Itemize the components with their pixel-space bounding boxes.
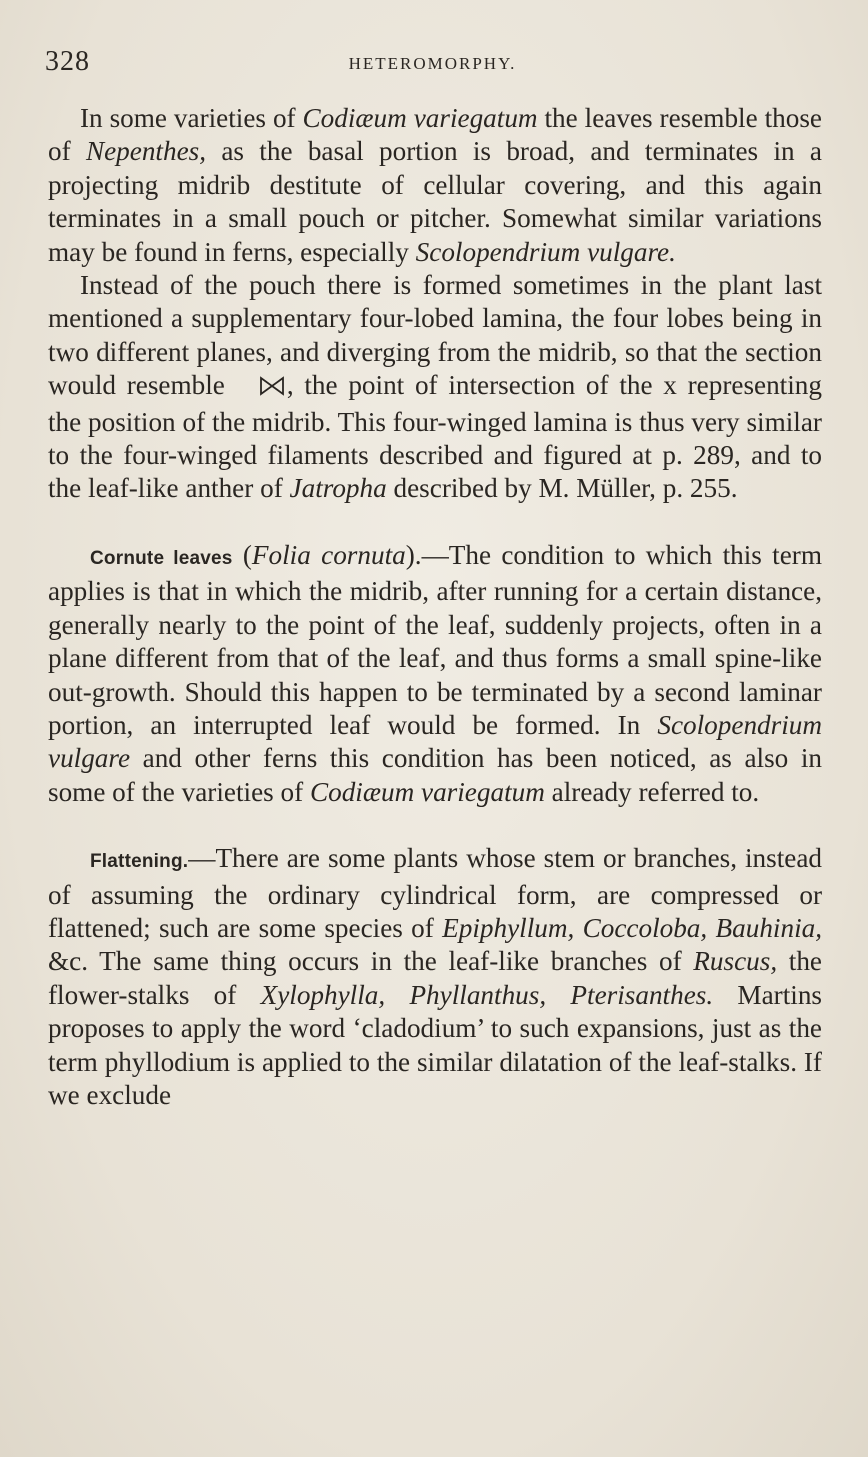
taxon-name: Jatropha — [289, 473, 387, 504]
taxon-name: Codiæum variegatum — [302, 103, 538, 133]
page-header — [45, 46, 820, 86]
section-heading: Cornute leaves — [90, 547, 233, 569]
latin-term: Folia cornuta — [251, 539, 406, 570]
taxon-name: Phyllanthus, — [409, 979, 547, 1010]
taxon-name: Ruscus, — [693, 946, 778, 977]
taxon-name: Xylophylla, — [260, 979, 386, 1010]
body-text — [48, 102, 822, 1112]
taxon-name: Epiphyllum, — [442, 912, 575, 943]
running-title: HETEROMORPHY. — [348, 54, 517, 73]
page-number: 328 — [45, 46, 90, 77]
section-flattening: Flattening.—There are some plants whose stem or branches, instead of assuming the ordinary cylindrical form, are compressed or flattened; such are some species of Epiphyllum, Coccoloba, Bauhinia, &c. The same thing occurs in the leaf-like branches of Ruscus, the flower-stalks of Xylophylla, Phyllanthus, Pterisanthes. Martins proposes to apply the word ‘cladodium’ to such expansions, just as the term phyllodium is applied to the similar dilatation of the leaf-stalks. If we exclude — [48, 843, 823, 1110]
taxon-name: Codiæum variegatum — [309, 776, 545, 807]
taxon-name: Bauhinia, — [715, 912, 823, 943]
section-cornute-leaves: Cornute leaves (Folia cornuta).—The condition to which this term applies is that in which the midrib, after running for a certain distance, generally nearly to the point of the leaf, suddenly projects, often in a plane different from that of the leaf, and thus forms a small spine-like out-growth. Should this happen to be terminated by a second laminar portion, an interrupted leaf would be formed. In Scolopendrium vulgare and other ferns this condition has been noticed, as also in some of the varieties of Codiæum variegatum already referred to. — [48, 539, 822, 807]
paragraph-codiaeum: In some varieties of Codiæum variegatum the leaves resemble those of Nepenthes, as the basal portion is broad, and terminates in a projecting midrib destitute of cellular covering, and this again terminates in a small pouch or pitcher. Somewhat similar variations may be found in ferns, especially Scolopendrium vulgare. — [48, 103, 822, 267]
taxon-name: Coccoloba, — [582, 912, 708, 943]
taxon-name: Nepenthes, — [85, 136, 207, 167]
taxon-name: Scolopendrium vulgare. — [415, 236, 676, 267]
bowtie-cross-section-icon — [227, 372, 285, 405]
taxon-name: Scolopendrium vulgare — [48, 709, 822, 774]
section-heading: Flattening. — [90, 851, 189, 873]
paragraph-four-lobed-lamina: Instead of the pouch there is formed sometimes in the plant last mentioned a supplementary four-lobed lamina, the four lobes being in two different planes, and diverging from the midrib, so that the section would resemble , the point of intersection of the x representing the position of the midrib. This four-winged lamina is thus very similar to the four-winged filaments described and figured at p. 289, and to the leaf-like anther of Jatropha described by M. Müller, p. 255. — [48, 270, 822, 504]
taxon-name: Pterisanthes. — [570, 979, 714, 1010]
